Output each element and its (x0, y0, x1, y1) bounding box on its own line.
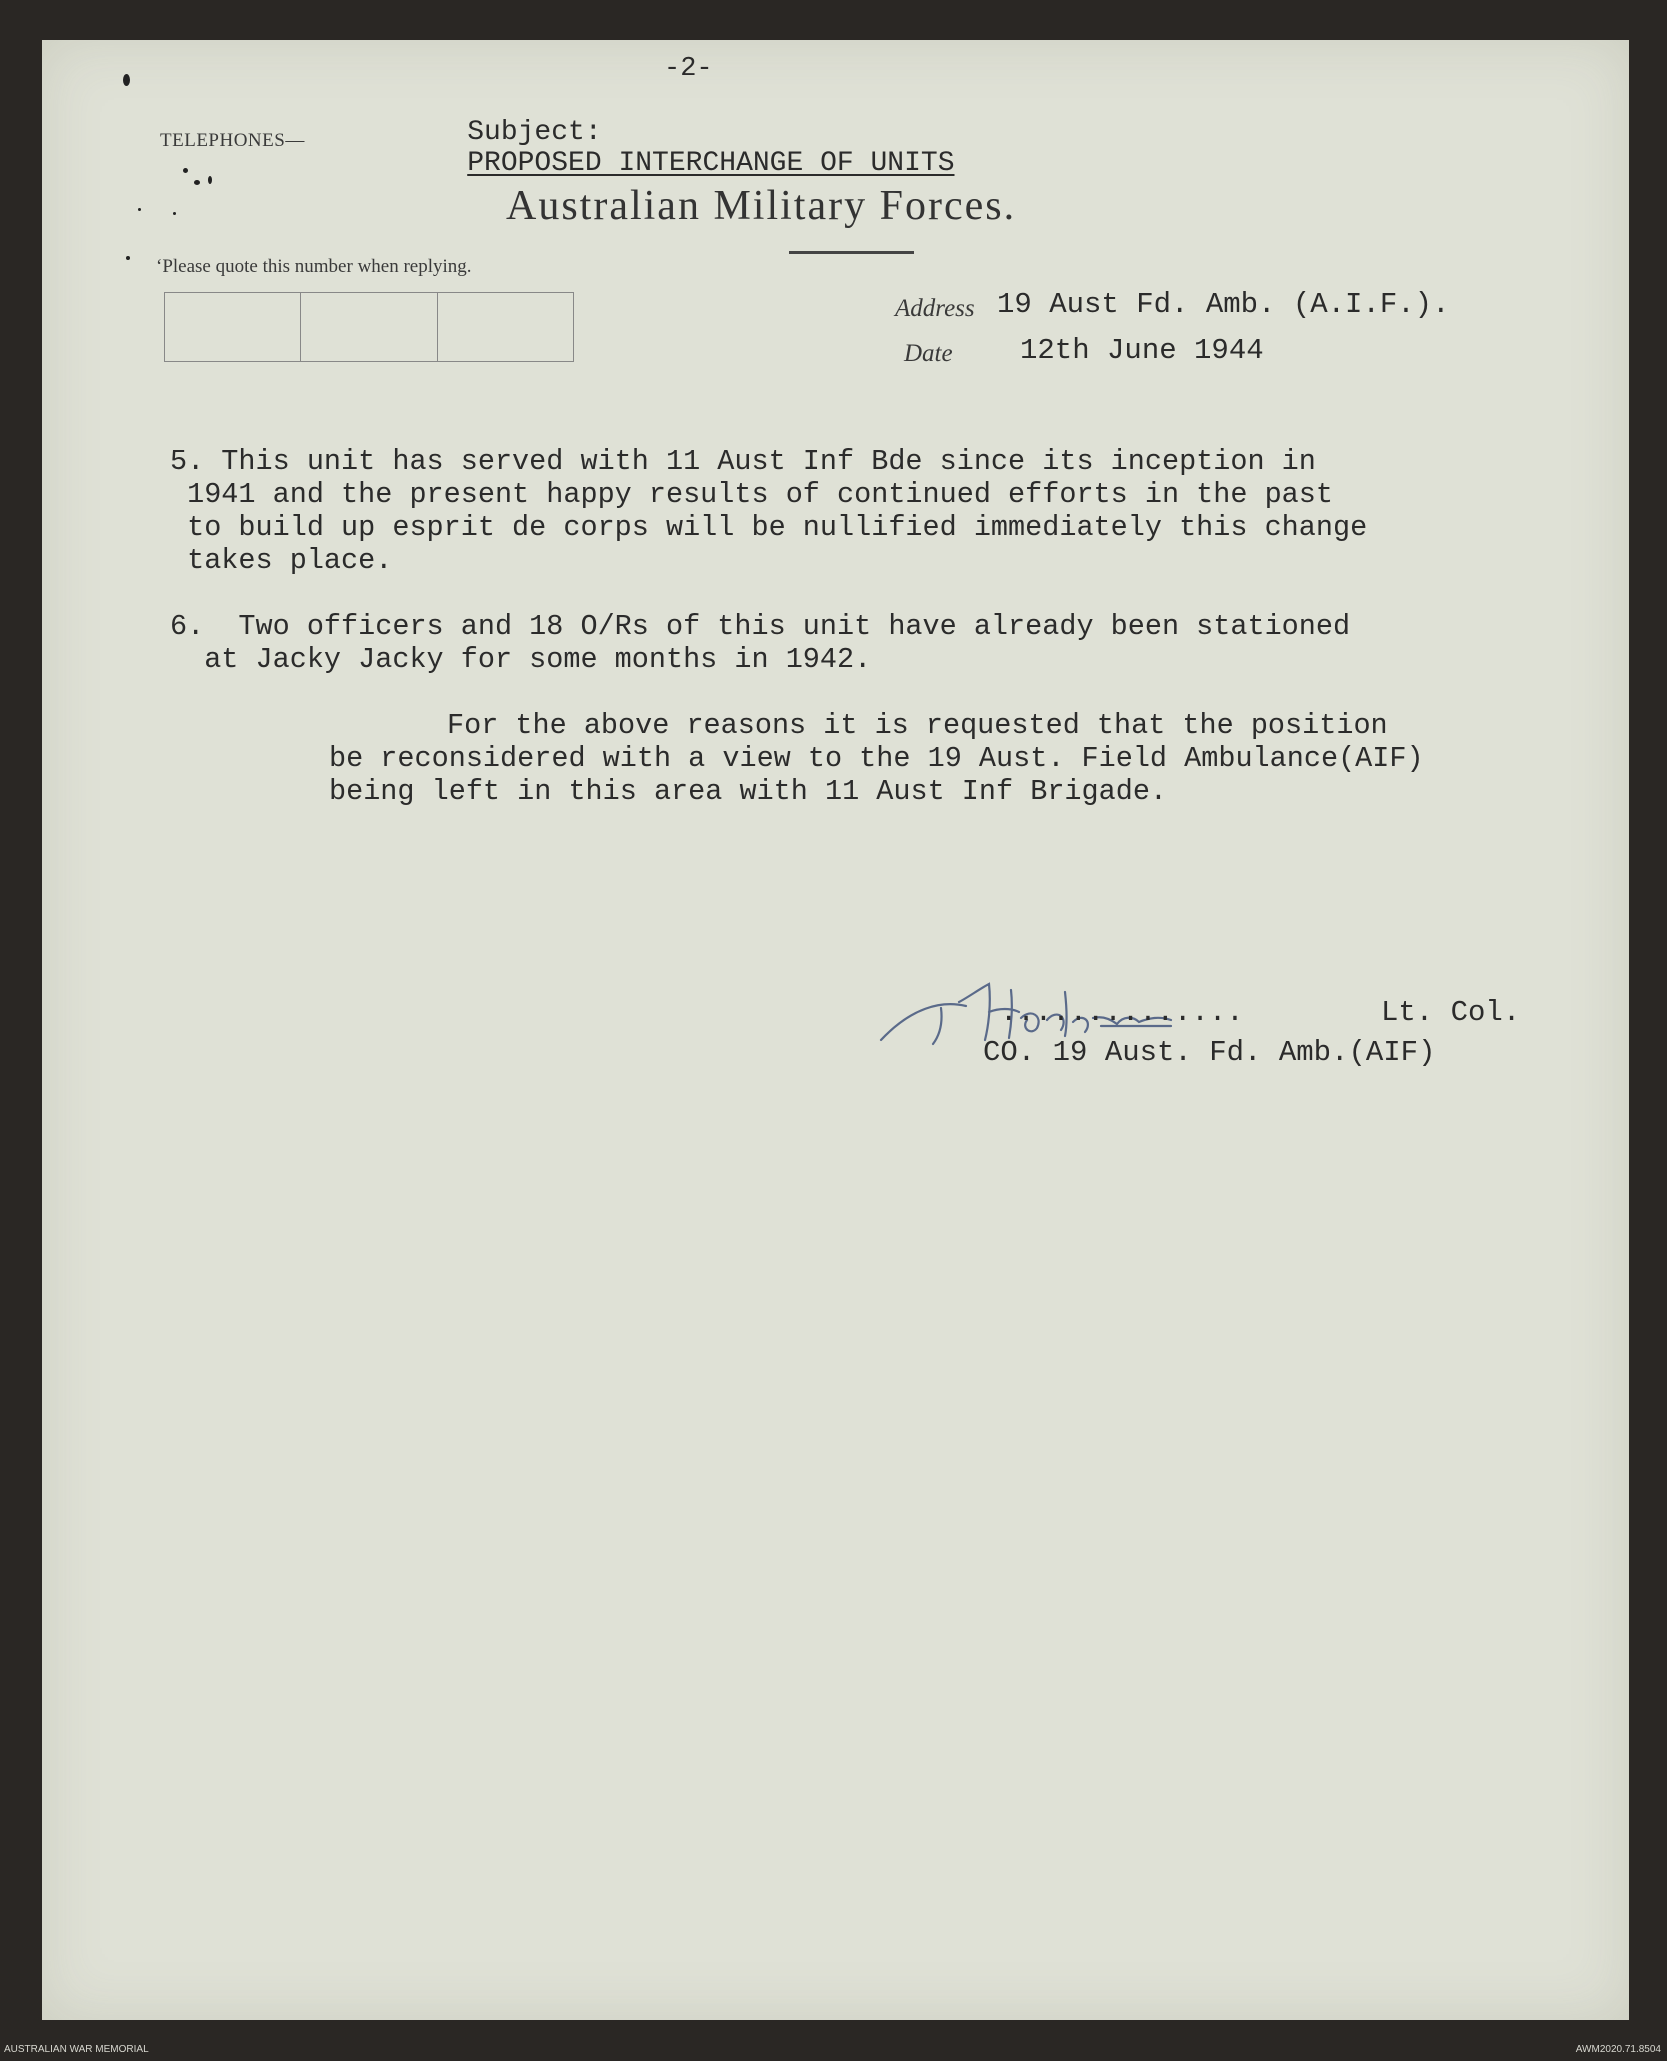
date-label: Date (904, 340, 953, 367)
paragraph-5-line: to build up esprit de corps will be nullified immediately this change (170, 511, 1368, 544)
ink-mark (208, 176, 212, 184)
page-number: -2- (664, 54, 713, 84)
reference-cell (165, 293, 301, 361)
address-label: Address (895, 295, 975, 322)
address-value: 19 Aust Fd. Amb. (A.I.F.). (997, 288, 1450, 321)
reference-cell (438, 293, 573, 361)
archive-label: AUSTRALIAN WAR MEMORIAL (4, 2044, 149, 2055)
signature-dots: .............. (1000, 996, 1244, 1029)
date-value: 12th June 1944 (1020, 334, 1264, 367)
paragraph-6-line: at Jacky Jacky for some months in 1942. (170, 643, 872, 676)
subject-label: Subject: (467, 117, 602, 148)
organisation-heading: Australian Military Forces. (506, 183, 1017, 229)
ink-mark (194, 180, 200, 185)
reference-cell (301, 293, 437, 361)
telephones-label: TELEPHONES— (160, 130, 305, 151)
ink-mark (123, 74, 130, 86)
signature-unit: CO. 19 Aust. Fd. Amb.(AIF) (983, 1036, 1436, 1069)
paragraph-5-line: 5. This unit has served with 11 Aust Inf Bde since its inception in (170, 445, 1316, 478)
ink-mark (173, 212, 176, 215)
paragraph-5-line: takes place. (170, 544, 393, 577)
ink-mark (138, 208, 141, 211)
closing-line: For the above reasons it is requested that the position (447, 709, 1388, 742)
document-page (42, 40, 1629, 2020)
reference-number-box (164, 292, 574, 362)
subject-title: PROPOSED INTERCHANGE OF UNITS (467, 148, 955, 179)
closing-line: be reconsidered with a view to the 19 Aust. Field Ambulance(AIF) (329, 742, 1424, 775)
quote-note: ‘Please quote this number when replying. (156, 256, 472, 277)
closing-line: being left in this area with 11 Aust Inf Brigade. (329, 775, 1168, 808)
paragraph-5-line: 1941 and the present happy results of continued efforts in the past (170, 478, 1333, 511)
heading-rule (789, 251, 914, 254)
signature-rank: Lt. Col. (1381, 996, 1521, 1029)
paragraph-6-line: 6. Two officers and 18 O/Rs of this unit have already been stationed (170, 610, 1351, 643)
ink-mark (183, 168, 188, 173)
ink-mark (126, 256, 130, 260)
archive-reference: AWM2020.71.8504 (1575, 2044, 1661, 2055)
